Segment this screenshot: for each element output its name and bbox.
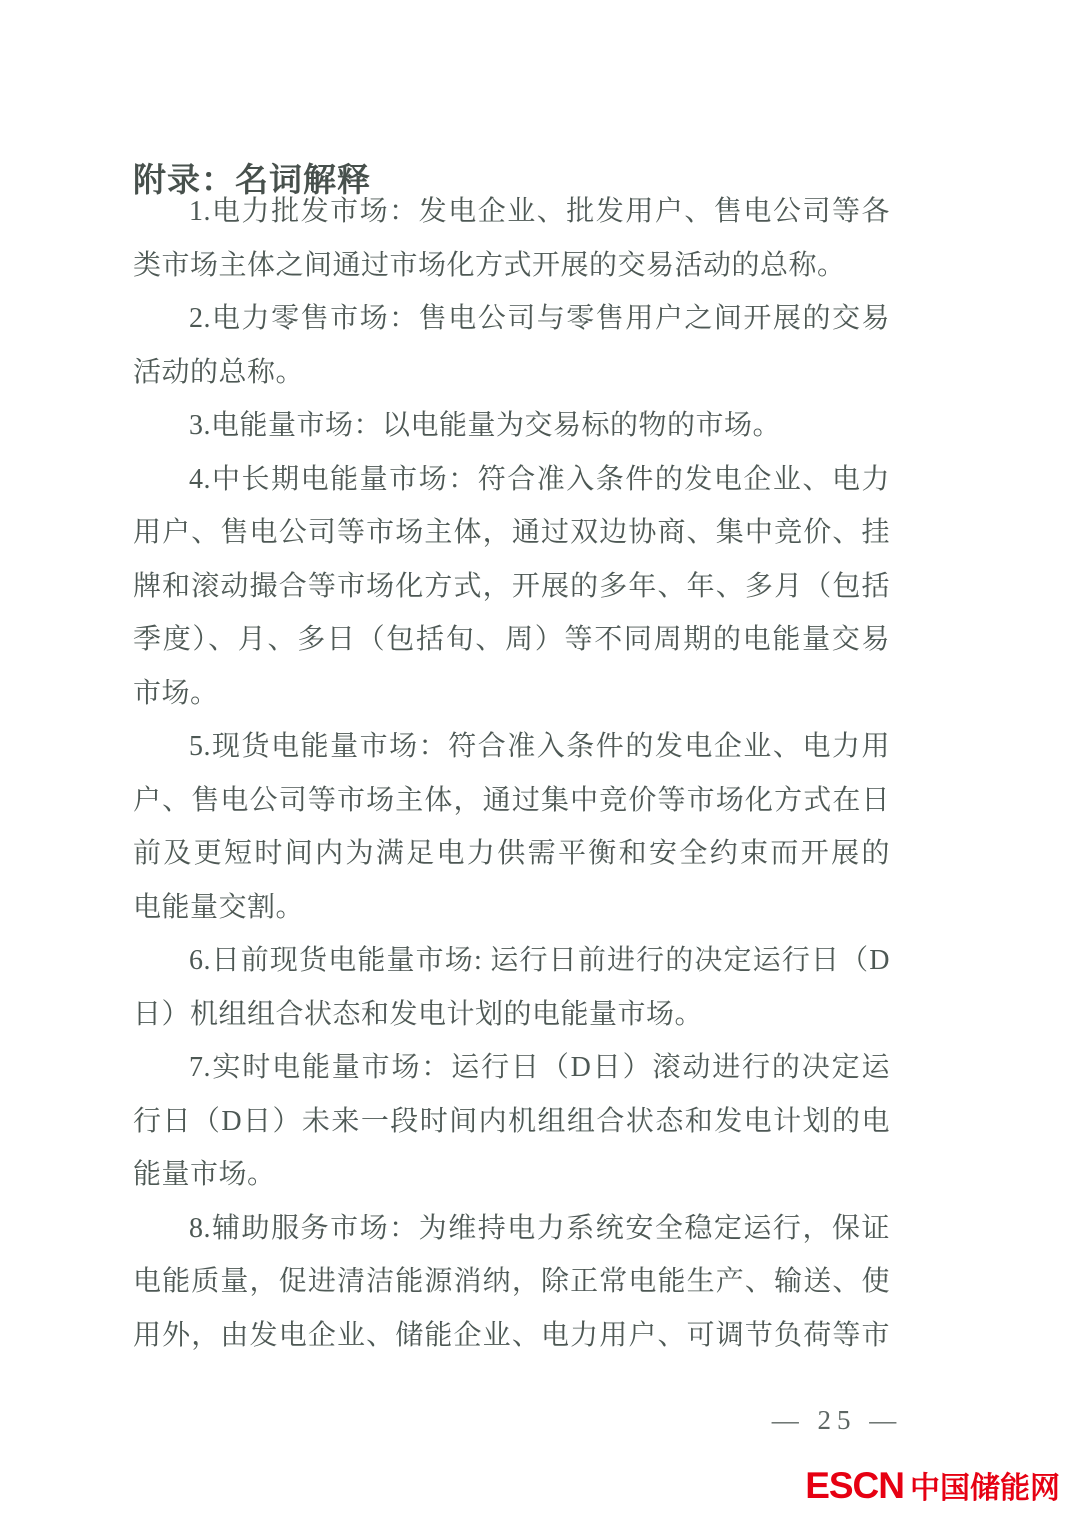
escn-logo-cjk: 中国储能网 bbox=[910, 1472, 1060, 1505]
paragraph-line: 季度）、月、多日（包括旬、周）等不同周期的电能量交易 bbox=[133, 624, 890, 655]
escn-watermark-logo bbox=[805, 1466, 1060, 1509]
paragraph-line: 用户、售电公司等市场主体，通过双边协商、集中竞价、挂 bbox=[133, 517, 890, 548]
glossary-paragraph-5 bbox=[133, 720, 890, 934]
paragraph-line: 能量市场。 bbox=[133, 1159, 276, 1190]
paragraph-line: 行日（D日）未来一段时间内机组组合状态和发电计划的电 bbox=[133, 1105, 890, 1137]
glossary-paragraph-4 bbox=[133, 453, 890, 721]
paragraph-line: 户、售电公司等市场主体，通过集中竞价等市场化方式在日 bbox=[133, 784, 890, 816]
paragraph-line: 市场。 bbox=[133, 677, 219, 709]
paragraph-line: 7.实时电能量市场：运行日（D日）滚动进行的决定运 bbox=[189, 1052, 890, 1083]
paragraph-line: 4.中长期电能量市场：符合准入条件的发电企业、电力 bbox=[189, 463, 890, 495]
paragraph-line: 5.现货电能量市场：符合准入条件的发电企业、电力用 bbox=[189, 731, 890, 762]
paragraph-line: 活动的总称。 bbox=[133, 356, 305, 388]
glossary-paragraph-1 bbox=[133, 185, 890, 292]
paragraph-line: 6.日前现货电能量市场: 运行日前进行的决定运行日（D bbox=[189, 945, 890, 976]
paragraph-line: 3.电能量市场：以电能量为交易标的物的市场。 bbox=[189, 410, 782, 441]
glossary-paragraph-2 bbox=[133, 292, 890, 399]
paragraph-line: 日）机组组合状态和发电计划的电能量市场。 bbox=[133, 998, 704, 1030]
page-title: 附录：名词解释 bbox=[133, 161, 371, 199]
page-number: — 25 — bbox=[771, 1405, 903, 1435]
glossary-paragraph-3 bbox=[133, 399, 890, 453]
glossary-paragraph-8 bbox=[133, 1202, 890, 1363]
paragraph-line: 电能量交割。 bbox=[133, 891, 305, 923]
paragraph-line: 2.电力零售市场：售电公司与零售用户之间开展的交易 bbox=[189, 303, 890, 334]
paragraph-line: 1.电力批发市场：发电企业、批发用户、售电公司等各 bbox=[189, 196, 890, 227]
document-body bbox=[133, 185, 890, 1362]
glossary-paragraph-7 bbox=[133, 1041, 890, 1202]
paragraph-line: 牌和滚动撮合等市场化方式，开展的多年、年、多月（包括 bbox=[133, 570, 890, 602]
glossary-paragraph-6 bbox=[133, 934, 890, 1041]
paragraph-line: 用外，由发电企业、储能企业、电力用户、可调节负荷等市 bbox=[133, 1319, 890, 1351]
paragraph-line: 类市场主体之间通过市场化方式开展的交易活动的总称。 bbox=[133, 249, 846, 281]
escn-logo-latin: ESCN bbox=[805, 1465, 904, 1506]
paragraph-line: 前及更短时间内为满足电力供需平衡和安全约束而开展的 bbox=[133, 838, 890, 869]
paragraph-line: 电能质量，促进清洁能源消纳，除正常电能生产、输送、使 bbox=[133, 1266, 890, 1297]
paragraph-line: 8.辅助服务市场：为维持电力系统安全稳定运行，保证 bbox=[189, 1212, 890, 1244]
